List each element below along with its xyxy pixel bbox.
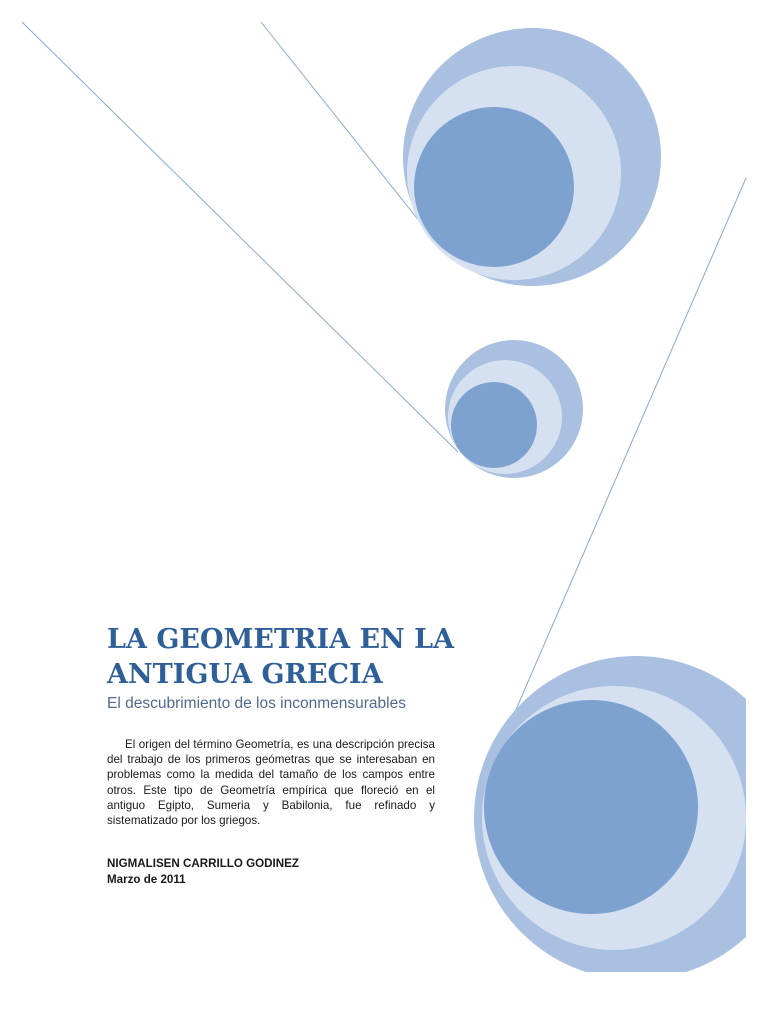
author-name: NIGMALISEN CARRILLO GODINEZ — [107, 857, 299, 870]
circle-group-middle — [445, 340, 583, 478]
circle-group-top — [403, 28, 661, 286]
circle-mid-inner — [451, 382, 537, 468]
title-line-1: LA GEOMETRIA EN LA — [107, 624, 455, 655]
circle-top-inner — [414, 107, 574, 267]
publication-date: Marzo de 2011 — [107, 873, 186, 886]
circle-bottom-inner — [484, 700, 698, 914]
title-line-2: ANTIGUA GRECIA — [107, 659, 383, 690]
decor-line-2 — [261, 22, 428, 232]
abstract-paragraph: El origen del término Geometría, es una descripción precisa del trabajo de los primeros geómetras que se interesaban en problemas como la medida del tamaño de los campos entre otros. Este tipo de Geometría empírica que floreció en el antiguo Egipto, Sumeria y Babilonia, fue refinado y sistematizado por los griegos. — [107, 738, 435, 828]
document-title — [107, 622, 467, 692]
document-subtitle: El descubrimiento de los inconmensurables — [107, 695, 406, 712]
decor-line-1 — [22, 22, 458, 452]
